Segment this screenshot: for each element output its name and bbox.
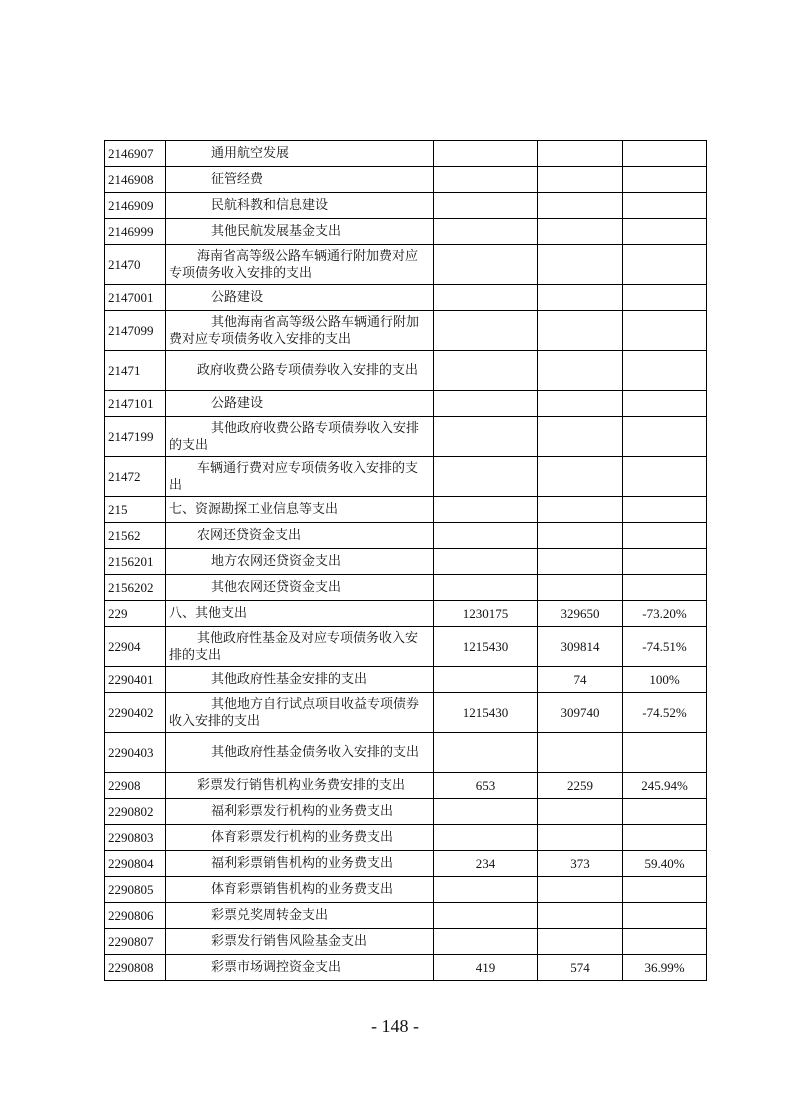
table-row: [105, 799, 707, 825]
row-name-text: 体育彩票发行机构的业务费支出: [211, 830, 394, 845]
row-name: [166, 311, 434, 351]
row-change-pct: 36.99%: [623, 955, 707, 981]
table-row: [105, 311, 707, 351]
row-value-prev: [434, 929, 538, 955]
row-value-prev: [434, 903, 538, 929]
row-value-curr: 574: [538, 955, 623, 981]
row-name: [166, 929, 434, 955]
row-value-prev: [434, 141, 538, 167]
row-code: 2290802: [105, 799, 166, 825]
row-change-pct: -74.52%: [623, 693, 707, 733]
row-name: [166, 167, 434, 193]
row-code: 2290403: [105, 733, 166, 773]
row-value-curr: [538, 245, 623, 285]
row-value-prev: [434, 825, 538, 851]
row-change-pct: [623, 219, 707, 245]
row-name-text: 公路建设: [211, 290, 264, 305]
row-name-text: 征管经费: [211, 172, 264, 187]
row-change-pct: [623, 877, 707, 903]
table-row: [105, 167, 707, 193]
row-value-curr: [538, 877, 623, 903]
row-code: 2146909: [105, 193, 166, 219]
row-code: 2147199: [105, 417, 166, 457]
row-name-text: 通用航空发展: [211, 146, 290, 161]
row-name: [166, 285, 434, 311]
row-name-text: 地方农网还贷资金支出: [211, 554, 342, 569]
table-row: [105, 351, 707, 391]
row-name: [166, 851, 434, 877]
row-name: [166, 549, 434, 575]
row-code: 21471: [105, 351, 166, 391]
row-value-prev: 1215430: [434, 693, 538, 733]
row-code: 22908: [105, 773, 166, 799]
row-value-prev: [434, 799, 538, 825]
row-value-curr: [538, 733, 623, 773]
row-code: 215: [105, 497, 166, 523]
row-name: [166, 733, 434, 773]
row-name: [166, 193, 434, 219]
row-name-text: 其他地方自行试点项目收益专项债券收入安排的支出: [169, 696, 420, 729]
row-value-curr: [538, 929, 623, 955]
row-value-curr: [538, 457, 623, 497]
table-row: [105, 825, 707, 851]
row-change-pct: -74.51%: [623, 627, 707, 667]
row-value-prev: [434, 193, 538, 219]
row-value-curr: [538, 391, 623, 417]
row-name: [166, 575, 434, 601]
row-name: [166, 245, 434, 285]
row-change-pct: [623, 929, 707, 955]
table-row: [105, 219, 707, 245]
row-name: [166, 693, 434, 733]
row-change-pct: [623, 391, 707, 417]
row-change-pct: [623, 497, 707, 523]
table-row: [105, 693, 707, 733]
row-name: [166, 903, 434, 929]
row-value-prev: [434, 457, 538, 497]
row-name-text: 其他农网还贷资金支出: [211, 580, 342, 595]
row-change-pct: [623, 903, 707, 929]
row-change-pct: [623, 825, 707, 851]
row-value-prev: [434, 497, 538, 523]
row-change-pct: [623, 285, 707, 311]
row-name-text: 其他民航发展基金支出: [211, 224, 342, 239]
row-value-curr: [538, 351, 623, 391]
row-name: [166, 391, 434, 417]
row-name: [166, 497, 434, 523]
row-name-text: 彩票兑奖周转金支出: [211, 908, 329, 923]
row-value-prev: [434, 733, 538, 773]
row-change-pct: [623, 167, 707, 193]
table-row: [105, 667, 707, 693]
row-name-text: 体育彩票销售机构的业务费支出: [211, 882, 394, 897]
row-code: 2290808: [105, 955, 166, 981]
row-change-pct: [623, 457, 707, 497]
row-change-pct: [623, 733, 707, 773]
row-value-prev: 419: [434, 955, 538, 981]
row-change-pct: [623, 141, 707, 167]
row-name: [166, 351, 434, 391]
row-name: [166, 457, 434, 497]
row-code: 2146907: [105, 141, 166, 167]
row-value-curr: [538, 285, 623, 311]
row-name: [166, 825, 434, 851]
row-value-curr: [538, 575, 623, 601]
row-value-curr: 373: [538, 851, 623, 877]
row-value-prev: [434, 391, 538, 417]
row-value-curr: [538, 549, 623, 575]
table-row: [105, 523, 707, 549]
row-value-curr: 309740: [538, 693, 623, 733]
row-name: [166, 417, 434, 457]
row-change-pct: -73.20%: [623, 601, 707, 627]
row-value-curr: [538, 311, 623, 351]
row-name-text: 福利彩票销售机构的业务费支出: [211, 856, 394, 871]
row-code: 2290402: [105, 693, 166, 733]
table-row: [105, 549, 707, 575]
row-code: 2290401: [105, 667, 166, 693]
row-value-prev: [434, 877, 538, 903]
row-name: [166, 773, 434, 799]
row-value-prev: 653: [434, 773, 538, 799]
row-name-text: 海南省高等级公路车辆通行附加费对应专项债务收入安排的支出: [169, 248, 419, 281]
row-value-prev: [434, 351, 538, 391]
table-row: [105, 903, 707, 929]
row-value-prev: [434, 575, 538, 601]
table-row: [105, 955, 707, 981]
row-code: 2290807: [105, 929, 166, 955]
row-name: [166, 523, 434, 549]
page-number: - 148 -: [371, 1016, 419, 1036]
row-code: 21470: [105, 245, 166, 285]
row-name: [166, 799, 434, 825]
row-code: 2147101: [105, 391, 166, 417]
row-value-curr: 329650: [538, 601, 623, 627]
table-row: [105, 733, 707, 773]
row-change-pct: [623, 549, 707, 575]
table-row: [105, 391, 707, 417]
row-code: 2290805: [105, 877, 166, 903]
row-value-prev: 1230175: [434, 601, 538, 627]
row-name-text: 福利彩票发行机构的业务费支出: [211, 804, 394, 819]
row-value-prev: 234: [434, 851, 538, 877]
table-row: [105, 773, 707, 799]
row-name-text: 八、其他支出: [169, 606, 248, 621]
row-value-curr: 74: [538, 667, 623, 693]
row-name-text: 七、资源勘探工业信息等支出: [169, 502, 339, 517]
row-change-pct: [623, 417, 707, 457]
row-value-prev: [434, 245, 538, 285]
table-row: [105, 193, 707, 219]
row-name-text: 政府收费公路专项债券收入安排的支出: [197, 363, 419, 378]
row-value-curr: [538, 523, 623, 549]
row-value-prev: 1215430: [434, 627, 538, 667]
row-code: 22904: [105, 627, 166, 667]
table-row: [105, 497, 707, 523]
row-value-curr: [538, 799, 623, 825]
row-change-pct: [623, 245, 707, 285]
table-row: [105, 851, 707, 877]
row-change-pct: 245.94%: [623, 773, 707, 799]
row-name-text: 其他政府性基金安排的支出: [211, 672, 368, 687]
row-value-prev: [434, 417, 538, 457]
row-value-prev: [434, 667, 538, 693]
row-code: 2156201: [105, 549, 166, 575]
row-change-pct: [623, 351, 707, 391]
table-row: [105, 417, 707, 457]
row-name-text: 公路建设: [211, 396, 264, 411]
row-value-curr: [538, 497, 623, 523]
row-code: 2146999: [105, 219, 166, 245]
row-change-pct: 59.40%: [623, 851, 707, 877]
row-name-text: 其他政府性基金债务收入安排的支出: [211, 745, 420, 760]
row-code: 2290803: [105, 825, 166, 851]
row-code: 229: [105, 601, 166, 627]
row-code: 2147099: [105, 311, 166, 351]
row-code: 2146908: [105, 167, 166, 193]
row-value-curr: [538, 193, 623, 219]
row-name: [166, 219, 434, 245]
row-change-pct: [623, 799, 707, 825]
budget-table: [104, 140, 707, 981]
row-value-curr: [538, 219, 623, 245]
row-name: [166, 141, 434, 167]
row-name-text: 彩票发行销售风险基金支出: [211, 934, 368, 949]
row-value-curr: 309814: [538, 627, 623, 667]
row-name: [166, 627, 434, 667]
row-value-prev: [434, 523, 538, 549]
row-code: 2290806: [105, 903, 166, 929]
row-name-text: 彩票市场调控资金支出: [211, 960, 342, 975]
row-value-curr: [538, 825, 623, 851]
row-value-curr: [538, 903, 623, 929]
row-change-pct: [623, 523, 707, 549]
row-value-prev: [434, 285, 538, 311]
table-row: [105, 457, 707, 497]
row-value-curr: [538, 167, 623, 193]
table-row: [105, 245, 707, 285]
row-name-text: 其他政府性基金及对应专项债务收入安排的支出: [169, 630, 419, 663]
row-name: [166, 601, 434, 627]
row-value-curr: 2259: [538, 773, 623, 799]
row-change-pct: [623, 575, 707, 601]
table-row: [105, 285, 707, 311]
table-row: [105, 141, 707, 167]
table-row: [105, 929, 707, 955]
row-name-text: 民航科教和信息建设: [211, 198, 329, 213]
row-name: [166, 667, 434, 693]
row-value-prev: [434, 167, 538, 193]
table-row: [105, 877, 707, 903]
row-code: 2290804: [105, 851, 166, 877]
row-change-pct: [623, 193, 707, 219]
row-code: 2147001: [105, 285, 166, 311]
row-change-pct: 100%: [623, 667, 707, 693]
row-value-prev: [434, 311, 538, 351]
row-name-text: 其他海南省高等级公路车辆通行附加费对应专项债务收入安排的支出: [169, 314, 420, 347]
row-code: 21472: [105, 457, 166, 497]
row-code: 21562: [105, 523, 166, 549]
budget-table-body: [105, 141, 707, 981]
row-value-curr: [538, 417, 623, 457]
row-value-prev: [434, 549, 538, 575]
row-name-text: 彩票发行销售机构业务费安排的支出: [197, 778, 406, 793]
table-row: [105, 627, 707, 667]
row-name: [166, 955, 434, 981]
table-row: [105, 575, 707, 601]
row-name-text: 其他政府收费公路专项债券收入安排的支出: [169, 420, 420, 453]
row-name-text: 农网还贷资金支出: [197, 528, 302, 543]
row-code: 2156202: [105, 575, 166, 601]
row-change-pct: [623, 311, 707, 351]
table-row: [105, 601, 707, 627]
row-value-curr: [538, 141, 623, 167]
row-value-prev: [434, 219, 538, 245]
row-name: [166, 877, 434, 903]
row-name-text: 车辆通行费对应专项债务收入安排的支出: [169, 460, 419, 493]
